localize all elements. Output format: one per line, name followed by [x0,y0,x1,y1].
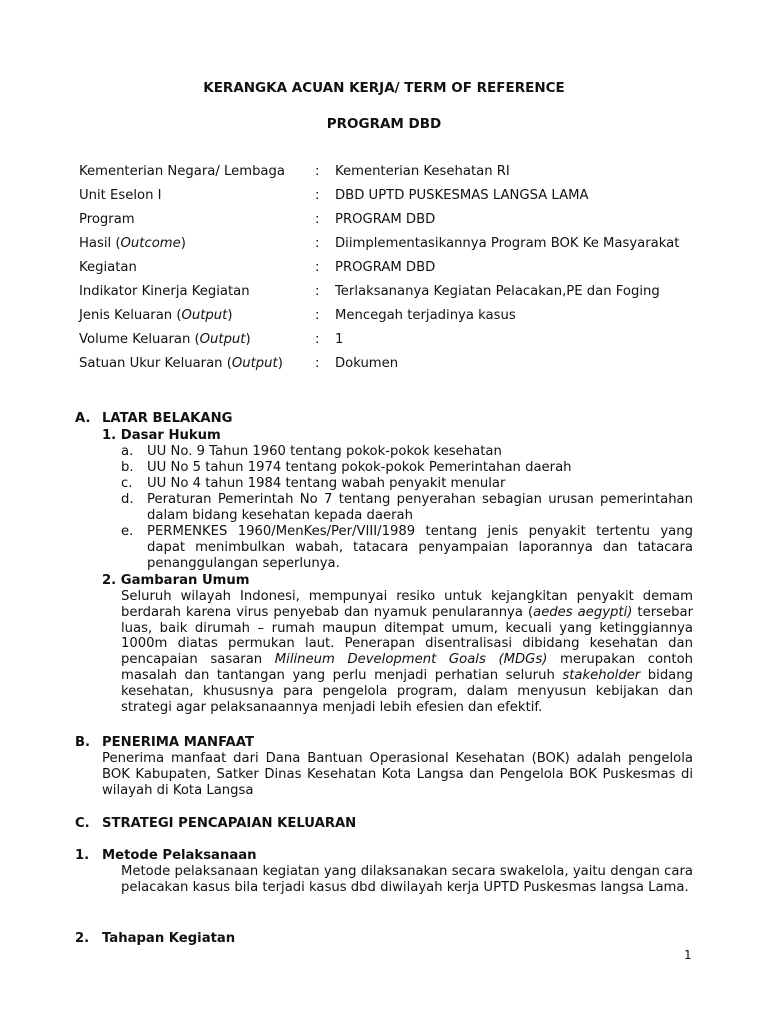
section-c-letter: C. [75,816,90,831]
field-label: Unit Eselon I [79,188,162,203]
list-marker: b. [121,460,134,475]
list-item: PERMENKES 1960/MenKes/Per/VIII/1989 tentang jenis penyakit tertentu yang dapat menimbulkan wabah, tatacara penyampaian laporannya dan tatacara penanggulangan seperlunya. [147,524,693,571]
field-colon: : [315,188,320,203]
list-item: UU No 5 tahun 1974 tentang pokok-pokok Pemerintahan daerah [147,460,572,475]
list-item: Peraturan Pemerintah No 7 tentang penyerahan sebagian urusan pemerintahan dalam bidang kesehatan kepada daerah [147,492,693,523]
field-label: Kementerian Negara/ Lembaga [79,164,285,179]
list-item: UU No. 9 Tahun 1960 tentang pokok-pokok kesehatan [147,444,502,459]
field-label: Satuan Ukur Keluaran (Output) [79,356,283,371]
list-item: UU No 4 tahun 1984 tentang wabah penyakit menular [147,476,506,491]
field-value: Kementerian Kesehatan RI [335,164,510,179]
document-title: KERANGKA ACUAN KERJA/ TERM OF REFERENCE [203,80,565,96]
field-label: Jenis Keluaran (Output) [79,308,233,323]
field-colon: : [315,260,320,275]
section-c-heading: STRATEGI PENCAPAIAN KELUARAN [102,816,357,831]
field-value: Dokumen [335,356,399,371]
field-label: Indikator Kinerja Kegiatan [79,284,250,299]
list-marker: d. [121,492,134,507]
field-value: DBD UPTD PUSKESMAS LANGSA LAMA [335,188,589,203]
metode-paragraph: Metode pelaksanaan kegiatan yang dilaksanakan secara swakelola, yaitu dengan cara pelacakan kasus bila terjadi kasus dbd diwilayah kerja UPTD Puskesmas langsa Lama. [121,864,693,895]
field-value: PROGRAM DBD [335,260,436,275]
field-colon: : [315,308,320,323]
field-colon: : [315,164,320,179]
section-b-heading: PENERIMA MANFAAT [102,735,254,750]
gambaran-umum-paragraph: Seluruh wilayah Indonesi, mempunyai resiko untuk kejangkitan penyakit demam berdarah karena virus penyebab dan nyamuk penularannya (aedes aegypti) tersebar luas, baik dirumah – rumah maupun ditempat umum, kecuali yang ketinggiannya 1000m diatas permukan laut. Penerapan disentralisasi dibidang kesehatan dan pencapaian sasaran Milineum Development Goals (MDGs) merupakan contoh masalah dan tantangan yang perlu menjadi perhatian seluruh stakeholder bidang kesehatan, khususnya para pengelola program, dalam menyusun kebijakan dan strategi agar pelaksanaannya menjadi lebih efesien dan efektif. [121,589,693,715]
list-marker: e. [121,524,134,539]
metode-heading: Metode Pelaksanaan [102,848,257,863]
field-value: Diimplementasikannya Program BOK Ke Masyarakat [335,236,680,251]
metode-number: 1. [75,848,90,863]
list-marker: c. [121,476,133,491]
field-colon: : [315,332,320,347]
field-label: Volume Keluaran (Output) [79,332,251,347]
section-b-letter: B. [75,735,91,750]
penerima-manfaat-paragraph: Penerima manfaat dari Dana Bantuan Operasional Kesehatan (BOK) adalah pengelola BOK Kabupaten, Satker Dinas Kesehatan Kota Langsa dan Pengelola BOK Puskesmas di wilayah di Kota Langsa [102,751,693,798]
field-colon: : [315,236,320,251]
field-label: Program [79,212,135,227]
tahapan-heading: Tahapan Kegiatan [102,931,236,946]
field-colon: : [315,356,320,371]
field-colon: : [315,212,320,227]
section-a-heading: LATAR BELAKANG [102,411,233,426]
tahapan-number: 2. [75,931,90,946]
document-subtitle: PROGRAM DBD [326,116,442,132]
section-a-letter: A. [75,411,91,426]
field-label: Hasil (Outcome) [79,236,186,251]
field-value: 1 [335,332,344,347]
field-colon: : [315,284,320,299]
gambaran-umum-heading: 2. Gambaran Umum [102,573,250,588]
field-value: Mencegah terjadinya kasus [335,308,516,323]
field-value: Terlaksananya Kegiatan Pelacakan,PE dan Foging [335,284,660,299]
dasar-hukum-heading: 1. Dasar Hukum [102,428,221,443]
field-value: PROGRAM DBD [335,212,436,227]
page-number: 1 [684,948,692,962]
field-label: Kegiatan [79,260,137,275]
list-marker: a. [121,444,134,459]
